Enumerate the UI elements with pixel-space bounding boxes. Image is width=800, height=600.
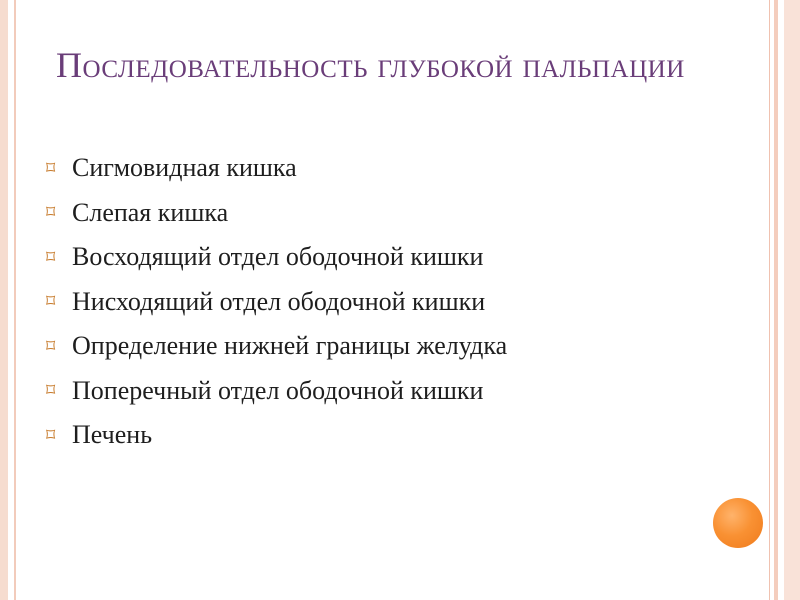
list-item-text: Печень xyxy=(72,420,153,450)
left-border-line xyxy=(14,0,16,600)
arrow-bullet-icon: ⌑ xyxy=(46,291,56,313)
list-item xyxy=(46,369,507,414)
arrow-bullet-icon: ⌑ xyxy=(46,380,56,402)
slide-title: Последовательность глубокой пальпации xyxy=(56,45,685,85)
arrow-bullet-icon: ⌑ xyxy=(46,424,56,446)
arrow-bullet-icon: ⌑ xyxy=(46,157,56,179)
list-item xyxy=(46,191,507,236)
bullet-list xyxy=(46,146,507,458)
arrow-bullet-icon: ⌑ xyxy=(46,202,56,224)
list-item-text: Слепая кишка xyxy=(72,197,229,227)
list-item xyxy=(46,413,507,458)
right-border-line xyxy=(769,0,770,600)
right-border-decoration xyxy=(784,0,800,600)
list-item xyxy=(46,280,507,325)
list-item-text: Восходящий отдел ободочной кишки xyxy=(72,242,484,272)
arrow-bullet-icon: ⌑ xyxy=(46,246,56,268)
list-item xyxy=(46,324,507,369)
orange-circle-decoration xyxy=(713,498,763,548)
list-item-text: Определение нижней границы желудка xyxy=(72,331,508,361)
arrow-bullet-icon: ⌑ xyxy=(46,335,56,357)
left-border-decoration xyxy=(0,0,8,600)
list-item xyxy=(46,235,507,280)
list-item xyxy=(46,146,507,191)
list-item-text: Поперечный отдел ободочной кишки xyxy=(72,375,484,405)
list-item-text: Сигмовидная кишка xyxy=(72,153,297,183)
right-border-stripe xyxy=(774,0,778,600)
list-item-text: Нисходящий отдел ободочной кишки xyxy=(72,286,486,316)
